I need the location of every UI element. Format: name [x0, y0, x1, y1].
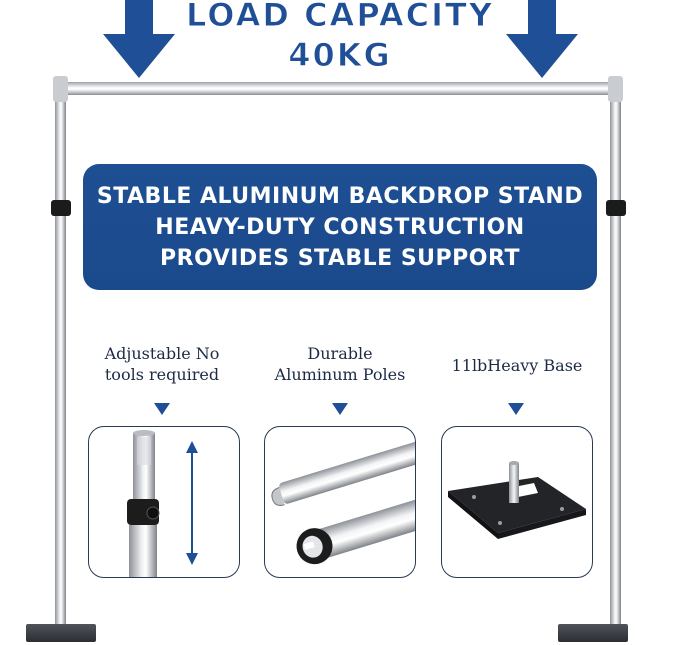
banner-line-3: PROVIDES STABLE SUPPORT — [160, 245, 520, 271]
load-capacity-title: LOAD CAPACITY — [186, 0, 494, 34]
pointer-triangle-icon — [332, 403, 348, 415]
feature-adjustable-card — [88, 426, 240, 578]
banner-line-1: STABLE ALUMINUM BACKDROP STAND — [96, 183, 584, 209]
left-height-clamp — [51, 200, 71, 216]
feature-aluminum-label — [250, 343, 430, 385]
feature-adjustable-label — [72, 343, 252, 385]
load-capacity-value: 40KG — [288, 36, 392, 74]
feature-aluminum-line1: Durable — [307, 344, 373, 363]
feature-base-label — [427, 355, 607, 376]
telescoping-pole-illustration — [89, 427, 240, 578]
feature-base-card — [441, 426, 593, 578]
feature-base-line1: 11lbHeavy Base — [451, 356, 583, 375]
feature-aluminum-line2: Aluminum Poles — [274, 365, 406, 384]
crossbar — [55, 82, 623, 95]
feature-adjustable-line2: tools required — [104, 365, 220, 384]
left-upright-pole — [55, 78, 66, 626]
heavy-base-illustration — [442, 427, 593, 578]
feature-adjustable-line1: Adjustable No — [104, 344, 220, 363]
feature-banner — [83, 164, 597, 290]
left-top-connector — [53, 76, 68, 102]
right-base-plate — [558, 624, 628, 642]
pointer-triangle-icon — [154, 403, 170, 415]
right-height-clamp — [606, 200, 626, 216]
right-upright-pole — [610, 78, 621, 626]
banner-line-2: HEAVY-DUTY CONSTRUCTION — [155, 214, 525, 240]
pointer-triangle-icon — [508, 403, 524, 415]
right-top-connector — [608, 76, 623, 102]
aluminum-poles-illustration — [265, 427, 416, 578]
left-base-plate — [26, 624, 96, 642]
feature-aluminum-card — [264, 426, 416, 578]
